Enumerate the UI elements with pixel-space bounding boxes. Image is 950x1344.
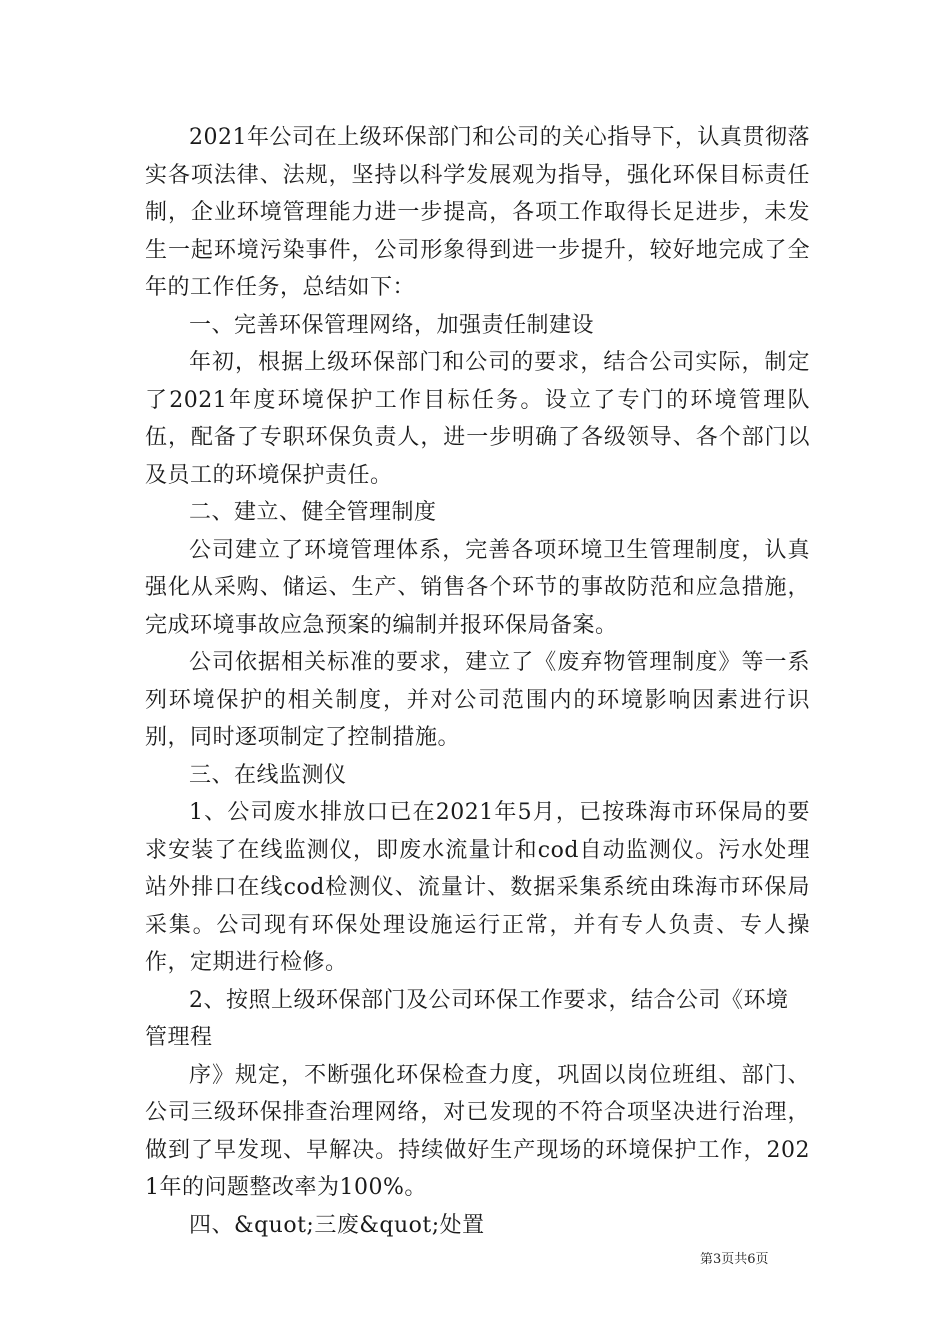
page-number-footer: 第3页共6页 xyxy=(700,1252,769,1267)
section-3-item-2: 2、按照上级环保部门及公司环保工作要求，结合公司《环境管理程 xyxy=(145,987,789,1050)
section-heading-2: 二、建立、健全管理制度 xyxy=(189,500,437,525)
section-2-paragraph-2: 公司依据相关标准的要求，建立了《废弃物管理制度》等一系列环境保护的相关制度，并对公司范围内的环境影响因素进行识别，同时逐项制定了控制措施。 xyxy=(145,650,810,750)
section-heading-4: 四、&quot;三废&quot;处置 xyxy=(189,1212,485,1238)
section-3-item-2-continued: 序》规定，不断强化环保检查力度，巩固以岗位班组、部门、公司三级环保排查治理网络，对已发现的不符合项坚决进行治理，做到了早发现、早解决。持续做好生产现场的环境保护工作，2021年的问题整改率为100%。 xyxy=(145,1062,810,1200)
section-3-item-1: 1、公司废水排放口已在2021年5月，已按珠海市环保局的要求安装了在线监测仪，即废水流量计和cod自动监测仪。污水处理站外排口在线cod检测仪、流量计、数据采集系统由珠海市环保局采集。公司现有环保处理设施运行正常，并有专人负责、专人操作，定期进行检修。 xyxy=(145,800,810,975)
intro-paragraph: 2021年公司在上级环保部门和公司的关心指导下，认真贯彻落实各项法律、法规，坚持以科学发展观为指导，强化环保目标责任制，企业环境管理能力进一步提高，各项工作取得长足进步，未发生一起环境污染事件，公司形象得到进一步提升，较好地完成了全年的工作任务，总结如下： xyxy=(145,125,810,300)
section-2-paragraph-1: 公司建立了环境管理体系，完善各项环境卫生管理制度，认真强化从采购、储运、生产、销售各个环节的事故防范和应急措施，完成环境事故应急预案的编制并报环保局备案。 xyxy=(145,537,810,638)
document-body xyxy=(145,119,810,1244)
section-heading-1: 一、完善环保管理网络，加强责任制建设 xyxy=(189,312,595,338)
section-heading-3: 三、在线监测仪 xyxy=(189,762,347,788)
section-1-paragraph: 年初，根据上级环保部门和公司的要求，结合公司实际，制定了2021年度环境保护工作目标任务。设立了专门的环境管理队伍，配备了专职环保负责人，进一步明确了各级领导、各个部门以及员工的环境保护责任。 xyxy=(145,350,810,488)
